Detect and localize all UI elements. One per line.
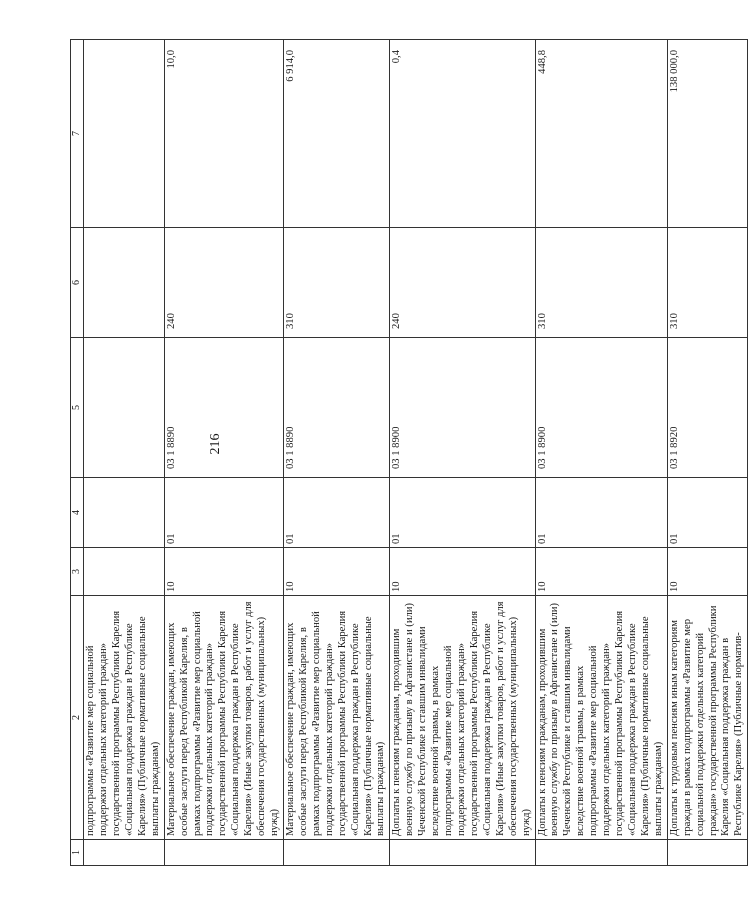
cell-section: 10	[284, 548, 390, 596]
cell-section: 10	[535, 548, 667, 596]
cell-name: подпрограммы «Развитие мер социальной поддержки отдельных категорий граждан» государственной программы Республики Карелия «Социальная поддержка граждан в Республике Карелия» (Публичные нормативные социальные выплаты гражданам)	[84, 596, 165, 840]
cell-type: 240	[164, 228, 283, 338]
cell-target: 03 1 8900	[535, 338, 667, 478]
table-row	[284, 40, 390, 866]
cell-amount	[84, 40, 165, 228]
cell-amount: 0,4	[390, 40, 535, 228]
col-header-1: 1	[71, 840, 84, 866]
cell-target	[84, 338, 165, 478]
cell-blank	[535, 840, 667, 866]
cell-type	[84, 228, 165, 338]
cell-target: 03 1 8920	[667, 338, 748, 478]
col-header-7: 7	[71, 40, 84, 228]
table-row	[390, 40, 535, 866]
cell-name: Доплаты к пенсиям гражданам, проходившим военную службу по призыву в Афганистане и (или) Чеченской Республике и ставшим инвалидами вследствие военной травмы, в рамках подпрограммы «Развитие мер социальной поддержки отдельных категорий граждан» государственной программы Республики Карелия «Социальная поддержка граждан в Республике Карелия» (Публичные нормативные социальные выплаты гражданам)	[535, 596, 667, 840]
cell-subsection: 01	[535, 478, 667, 548]
table-row	[667, 40, 748, 866]
cell-amount: 448,8	[535, 40, 667, 228]
budget-table	[70, 39, 748, 866]
cell-blank	[390, 840, 535, 866]
budget-table-rotated	[70, 40, 745, 866]
cell-target: 03 1 8890	[284, 338, 390, 478]
table-row	[164, 40, 283, 866]
cell-subsection: 01	[390, 478, 535, 548]
cell-name: Материальное обеспечение граждан, имеющих особые заслуги перед Республикой Карелия, в рамках подпрограммы «Развитие мер социальной поддержки отдельных категорий граждан» государственной программы Республики Карелия «Социальная поддержка граждан в Республике Карелия» (Публичные нормативные социальные выплаты гражданам)	[284, 596, 390, 840]
cell-section: 10	[667, 548, 748, 596]
col-header-6: 6	[71, 228, 84, 338]
cell-type: 310	[535, 228, 667, 338]
cell-type: 240	[390, 228, 535, 338]
cell-blank	[164, 840, 283, 866]
cell-target: 03 1 8900	[390, 338, 535, 478]
col-header-2: 2	[71, 596, 84, 840]
table-row	[535, 40, 667, 866]
cell-subsection: 01	[284, 478, 390, 548]
cell-type: 310	[667, 228, 748, 338]
page-number: 216	[208, 433, 223, 455]
header-row	[71, 40, 84, 866]
cell-name: Доплаты к трудовым пенсиям иным категориям граждан в рамках подпрограммы «Развитие мер социальной поддержки отдельных категорий граждан» государственной программы Республики Карелия «Социальная поддержка граждан в Республике Карелия» (Публичные норматив-	[667, 596, 748, 840]
cell-subsection	[84, 478, 165, 548]
cell-amount: 138 000,0	[667, 40, 748, 228]
cell-blank	[84, 840, 165, 866]
cell-target: 03 1 8890	[164, 338, 283, 478]
cell-subsection: 01	[164, 478, 283, 548]
cell-blank	[667, 840, 748, 866]
cell-blank	[284, 840, 390, 866]
cell-section: 10	[390, 548, 535, 596]
cell-amount: 10,0	[164, 40, 283, 228]
cell-name: Доплаты к пенсиям гражданам, проходившим военную службу по призыву в Афганистане и (или) Чеченской Республике и ставшим инвалидами вследствие военной травмы, в рамках подпрограммы «Развитие мер социальной поддержки отдельных категорий граждан» государственной программы Республики Карелия «Социальная поддержка граждан в Республике Карелия» (Иные закупки товаров, работ и услуг для обеспечения государственных (муниципальных) нужд)	[390, 596, 535, 840]
table-row	[84, 40, 165, 866]
col-header-5: 5	[71, 338, 84, 478]
cell-type: 310	[284, 228, 390, 338]
cell-name: Материальное обеспечение граждан, имеющих особые заслуги перед Республикой Карелия, в рамках подпрограммы «Развитие мер социальной поддержки отдельных категорий граждан» государственной программы Республики Карелия «Социальная поддержка граждан в Республике Карелия» (Иные закупки товаров, работ и услуг для обеспечения государственных (муниципальных) нужд)	[164, 596, 283, 840]
cell-subsection: 01	[667, 478, 748, 548]
cell-section	[84, 548, 165, 596]
cell-amount: 6 914,0	[284, 40, 390, 228]
cell-section: 10	[164, 548, 283, 596]
col-header-4: 4	[71, 478, 84, 548]
col-header-3: 3	[71, 548, 84, 596]
